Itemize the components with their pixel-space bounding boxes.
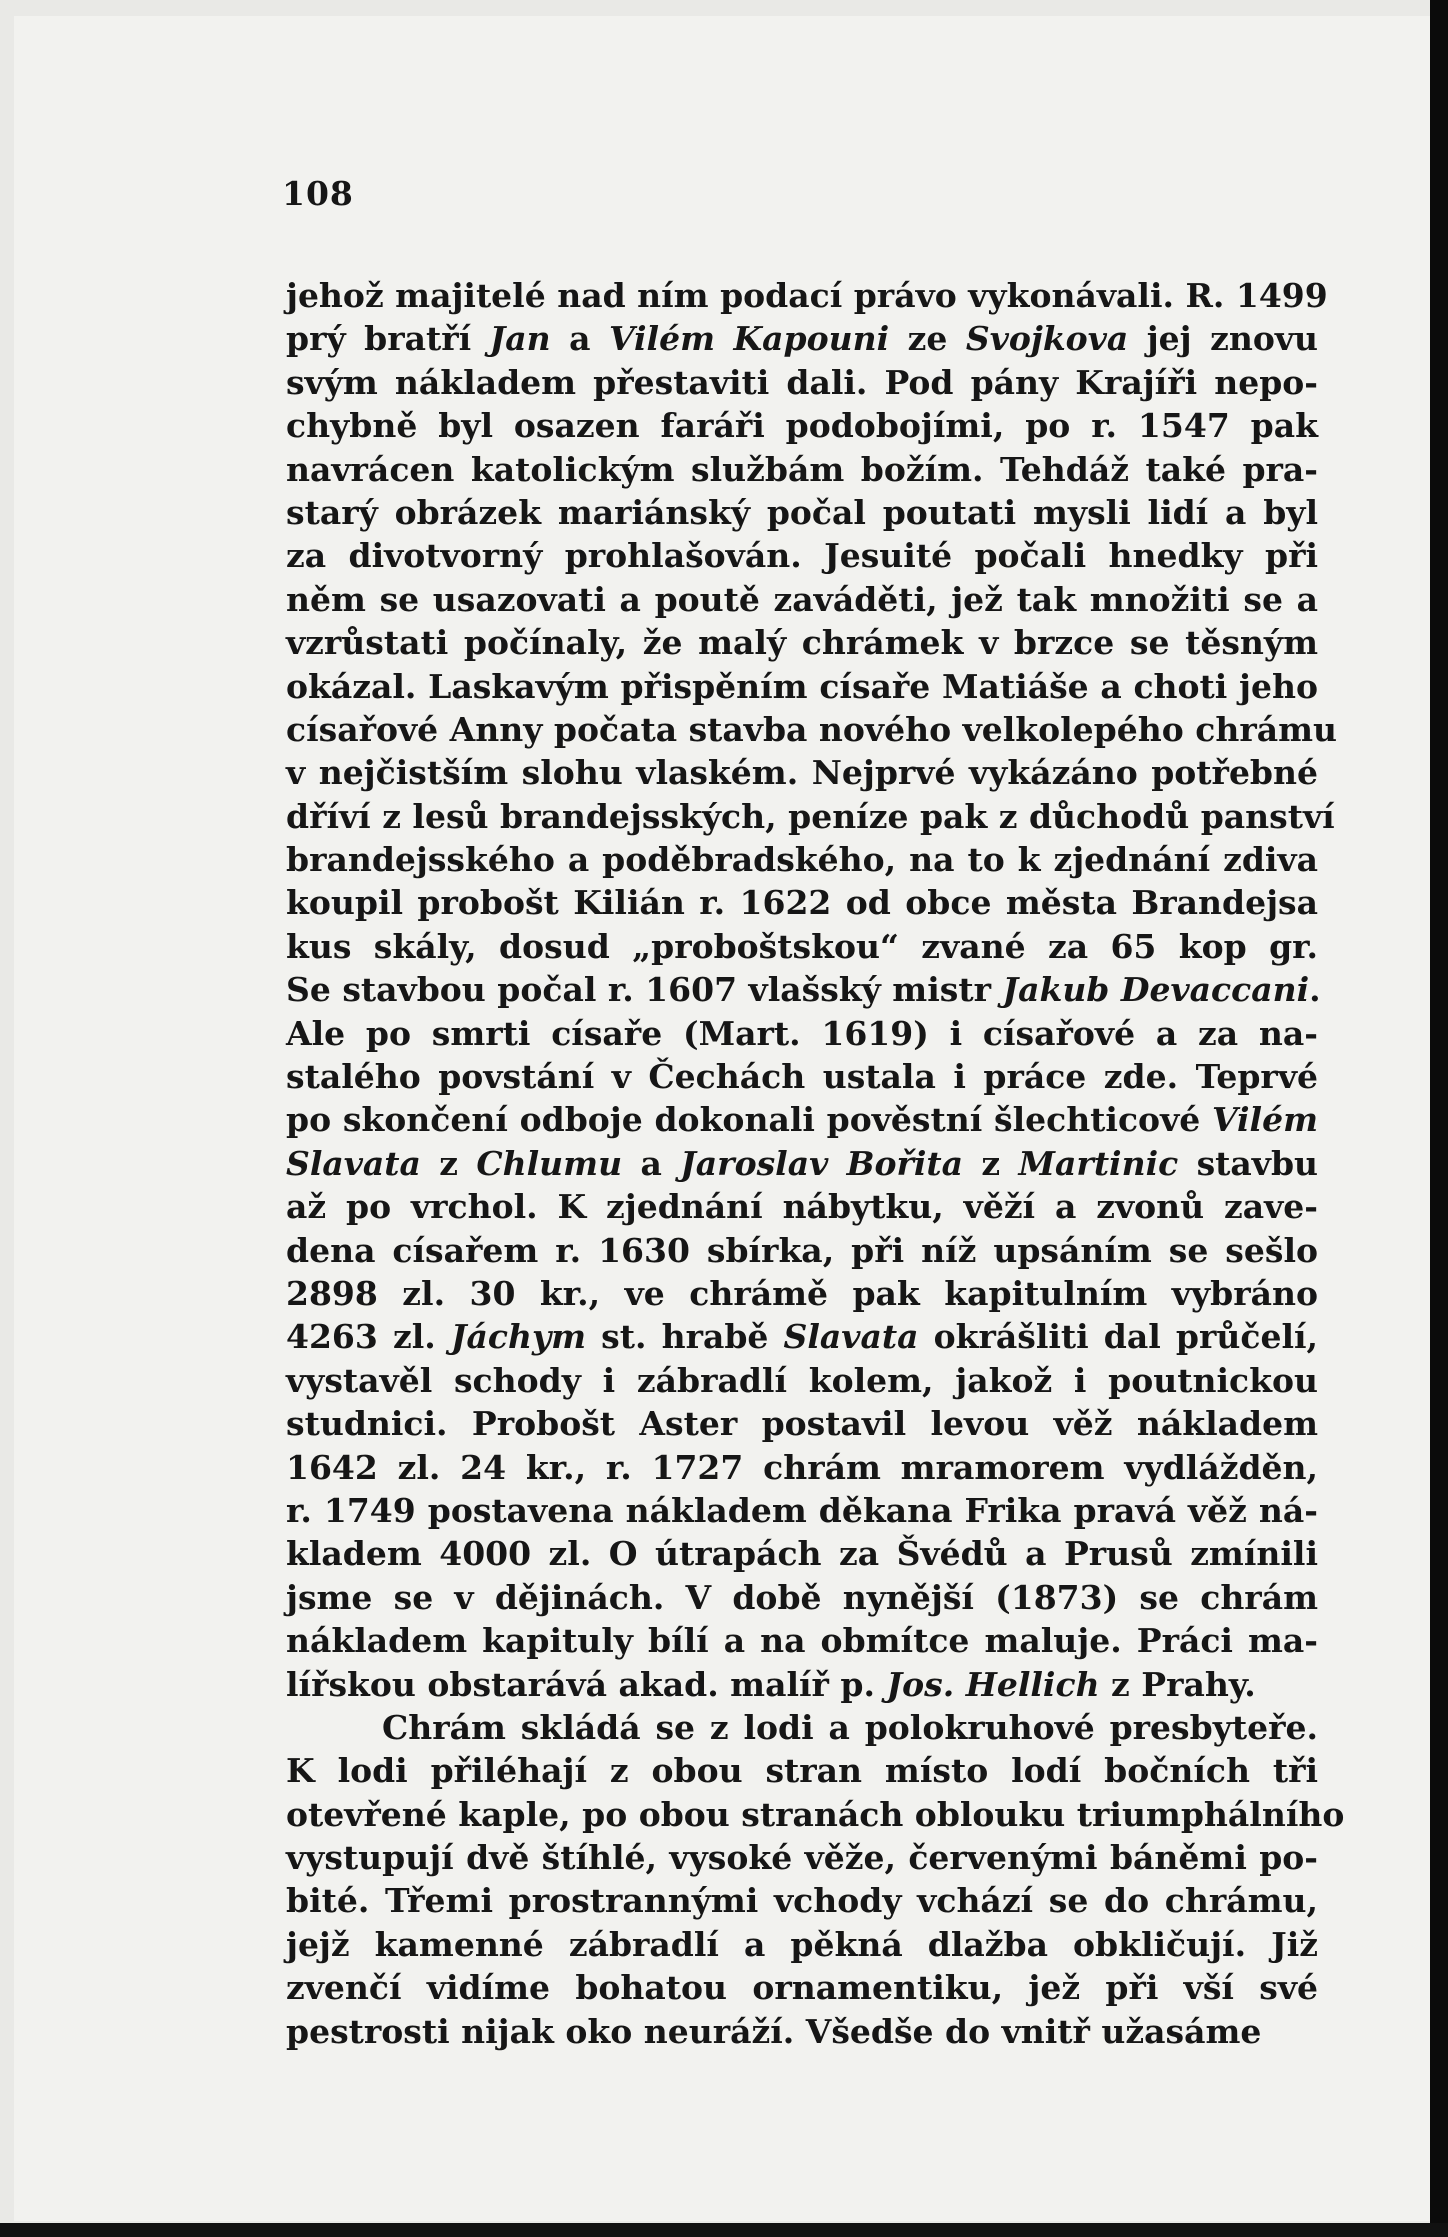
italic-name: Jan bbox=[489, 319, 551, 359]
text-line: K lodi přiléhají z obou stran místo lodí bočních tři bbox=[286, 1751, 1318, 1791]
text-line: starý obrázek mariánský počal poutati mysli lidí a byl bbox=[286, 492, 1318, 532]
italic-name: Martinic bbox=[1018, 1143, 1179, 1183]
text-line: prý bratří Jan a Vilém Kapouni ze Svojkova jej znovu bbox=[286, 319, 1319, 359]
text-line: vzrůstati počínaly, že malý chrámek v brzce se těsným bbox=[286, 623, 1318, 663]
text-line: něm se usazovati a poutě zaváděti, jež tak množiti se a bbox=[286, 579, 1318, 619]
text-line: císařové Anny počata stavba nového velkolepého chrámu bbox=[286, 709, 1338, 749]
text-line: pestrosti nijak oko neuráží. Všedše do vnitř užasáme bbox=[286, 2011, 1262, 2051]
italic-name: Jos. bbox=[886, 1664, 955, 1704]
text-line: brandejsského a poděbradského, na to k zjednání zdiva bbox=[286, 840, 1318, 880]
text-line: Ale po smrti císaře (Mart. 1619) i císařové a za na- bbox=[286, 1013, 1318, 1053]
text-line: kladem 4000 zl. O útrapách za Švédů a Prusů zmínili bbox=[286, 1534, 1318, 1574]
text-line: vystupují dvě štíhlé, vysoké věže, červenými báněmi po- bbox=[286, 1838, 1318, 1878]
text-line: jejž kamenné zábradlí a pěkná dlažba obkličují. Již bbox=[286, 1924, 1318, 1964]
text-line: Se stavbou počal r. 1607 vlašský mistr Jakub Devaccani. bbox=[286, 970, 1321, 1010]
text-line: Slavata z Chlumu a Jaroslav Bořita z Martinic stavbu bbox=[286, 1143, 1319, 1183]
text-line: svým nákladem přestaviti dali. Pod pány Krajíři nepo- bbox=[286, 362, 1318, 402]
text-line: kus skály, dosud „proboštskou“ zvané za 65 kop gr. bbox=[286, 926, 1318, 966]
text-line: chybně byl osazen faráři podobojími, po r. 1547 pak bbox=[286, 406, 1318, 446]
italic-name: Slavata bbox=[286, 1143, 421, 1183]
text-line: jehož majitelé nad ním podací právo vykonávali. R. 1499 bbox=[286, 276, 1328, 315]
text-line: dena císařem r. 1630 sbírka, při níž upsáním se sešlo bbox=[286, 1230, 1318, 1270]
text-line: koupil probošt Kilián r. 1622 od obce města Brandejsa bbox=[286, 883, 1318, 923]
text-line: vystavěl schody i zábradlí kolem, jakož i poutnickou bbox=[286, 1360, 1318, 1400]
text-line: Chrám skládá se z lodi a polokruhové presbyteře. bbox=[382, 1707, 1318, 1747]
text-line: po skončení odboje dokonali pověstní šlechticové Vilém bbox=[286, 1100, 1318, 1140]
scan-edge-bottom bbox=[0, 2223, 1448, 2237]
italic-name: Hellich bbox=[965, 1664, 1100, 1704]
italic-name: Jáchym bbox=[450, 1317, 587, 1357]
text-line: navrácen katolickým službám božím. Tehdáž také pra- bbox=[286, 449, 1318, 489]
text-line: 2898 zl. 30 kr., ve chrámě pak kapitulním vybráno bbox=[286, 1273, 1318, 1313]
text-line: r. 1749 postavena nákladem děkana Frika pravá věž ná- bbox=[286, 1490, 1318, 1530]
text-line: až po vrchol. K zjednání nábytku, věží a zvonů zave- bbox=[286, 1187, 1318, 1227]
text-line: studnici. Probošt Aster postavil levou věž nákladem bbox=[286, 1404, 1318, 1444]
italic-name: Vilém bbox=[1211, 1100, 1318, 1140]
italic-name: Jakub Devaccani bbox=[1002, 970, 1310, 1010]
page-number: 108 bbox=[282, 174, 354, 213]
text-line: nákladem kapituly bílí a na obmítce maluje. Práci ma- bbox=[286, 1621, 1318, 1661]
text-line: lířskou obstarává akad. malíř p. Jos. Hellich z Prahy. bbox=[286, 1664, 1256, 1704]
body-text bbox=[286, 274, 1345, 2053]
text-line: otevřené kaple, po obou stranách oblouku triumphálního bbox=[286, 1794, 1345, 1834]
text-line: v nejčistším slohu vlaském. Nejprvé vykázáno potřebné bbox=[286, 753, 1318, 793]
scan-edge-right bbox=[1430, 0, 1448, 2237]
text-line: okázal. Laskavým přispěním císaře Matiáše a choti jeho bbox=[286, 666, 1318, 706]
text-line: jsme se v dějinách. V době nynější (1873) se chrám bbox=[286, 1577, 1318, 1617]
text-line: zvenčí vidíme bohatou ornamentiku, jež při vší své bbox=[286, 1968, 1318, 2008]
italic-name: Svojkova bbox=[965, 319, 1129, 359]
italic-name: Jaroslav Bořita bbox=[680, 1143, 964, 1183]
italic-name: Vilém Kapouni bbox=[608, 319, 890, 359]
text-line: dříví z lesů brandejsských, peníze pak z důchodů panství bbox=[286, 796, 1335, 836]
text-line: stalého povstání v Čechách ustala i práce zde. Teprvé bbox=[286, 1057, 1318, 1097]
book-page bbox=[14, 16, 1430, 2221]
text-line: bité. Třemi prostrannými vchody vchází se do chrámu, bbox=[286, 1881, 1318, 1921]
text-line: 4263 zl. Jáchym st. hrabě Slavata okrášliti dal průčelí, bbox=[286, 1317, 1319, 1357]
text-line: za divotvorný prohlašován. Jesuité počali hnedky při bbox=[286, 536, 1318, 576]
text-line: 1642 zl. 24 kr., r. 1727 chrám mramorem vydlážděn, bbox=[286, 1447, 1318, 1487]
italic-name: Chlumu bbox=[476, 1143, 623, 1183]
italic-name: Slavata bbox=[783, 1317, 919, 1357]
